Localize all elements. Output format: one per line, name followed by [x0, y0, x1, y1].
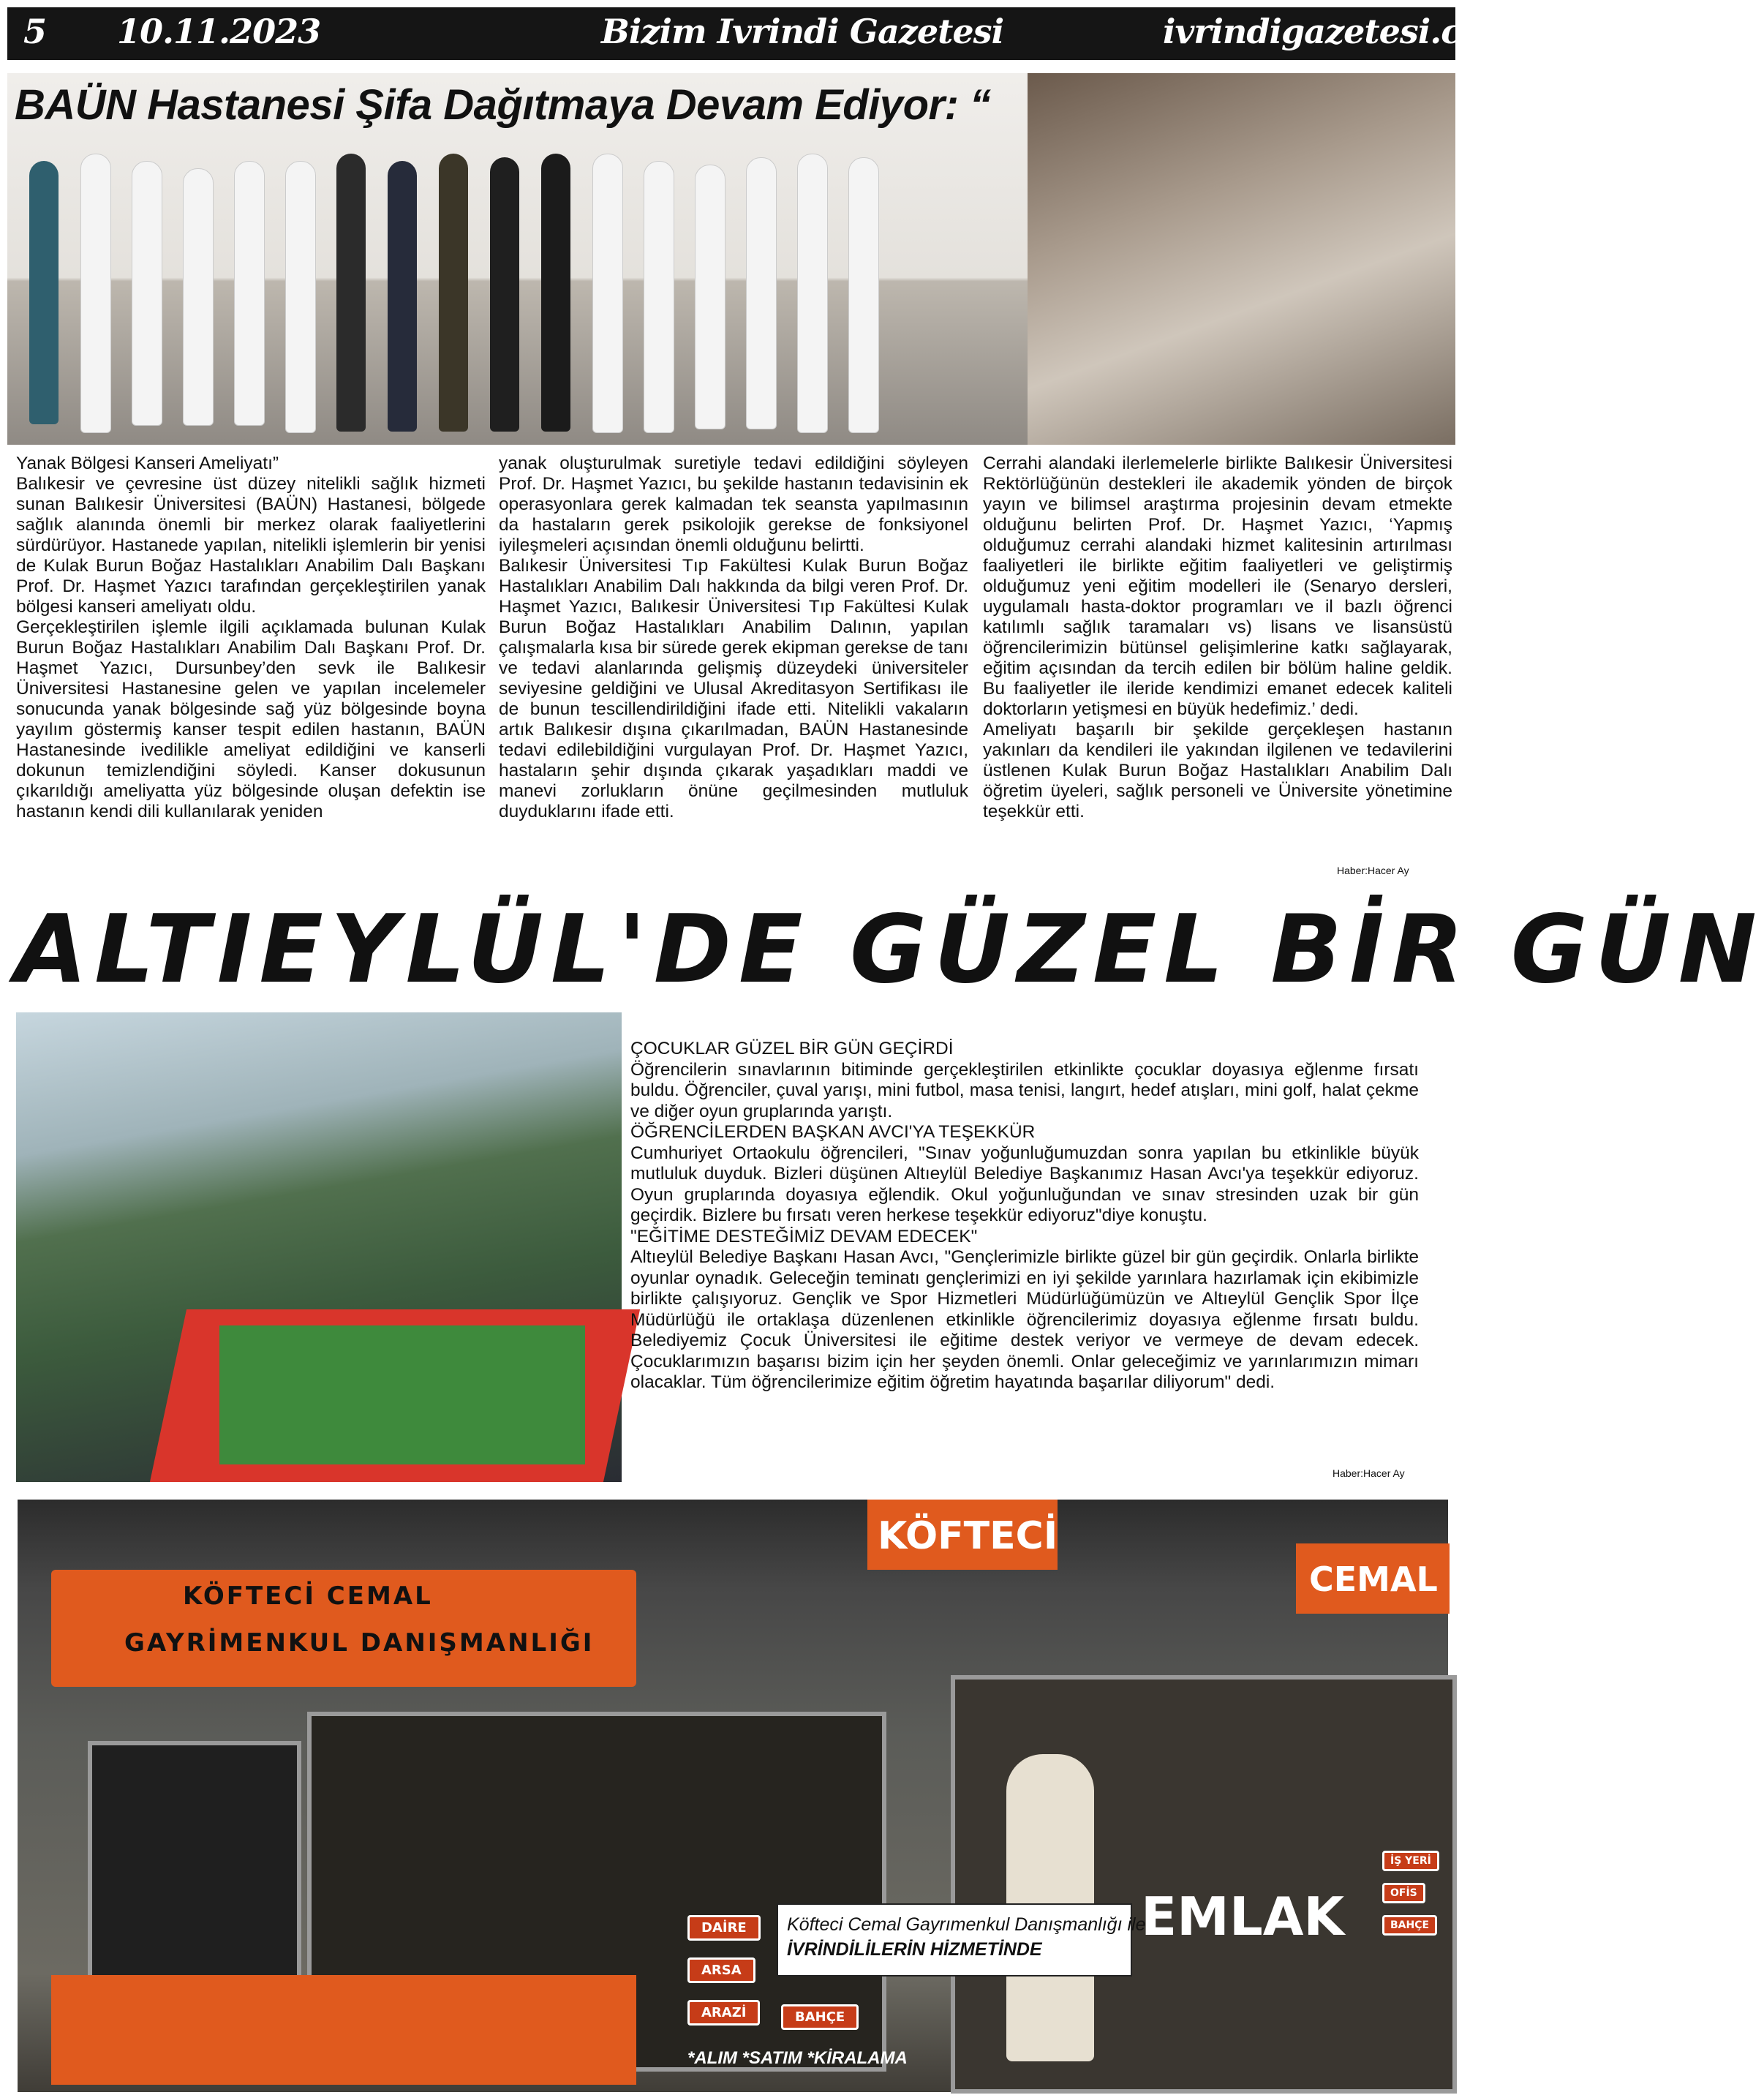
label-arazi: ARAZİ	[687, 2000, 760, 2026]
emlak-sign-text: EMLAK	[1141, 1886, 1345, 1947]
sign-text-line2: GAYRİMENKUL DANIŞMANLIĞI	[124, 1628, 595, 1658]
article-paragraph: Altıeylül Belediye Başkanı Hasan Avcı, "Gençlerimizle birlikte güzel bir gün geçirdik. Onlarla birlikte oyunlar oynadık. Geleceğin teminatı gençlerimizi en iyi şekilde yarınlara hazırlamak için ekibimizle birlikte çalışıyoruz. Gençlik ve Spor Hizmetleri Müdürlüğümüzün ve Altıeylül Gençlik Spor İlçe Müdürlüğü ile ortaklaşa düzenlenen etkinlikle öğrencilerimiz doyasıya eğlenme fırsatı buldu. Belediyemiz Çocuk Üniversitesi ile eğitime destek veriyor ve vermeye de devam edecek. Çocuklarımızın başarısı bizim için her şeyden önemli. Onlar geleceğimiz ve yarınlarımızın mimarı olacaklar. Tüm öğrencilerimize eğitim öğretim hayatında başarılar diliyorum" dedi.	[630, 1247, 1419, 1392]
label-arsa: ARSA	[687, 1957, 755, 1983]
article-column-2	[499, 454, 968, 822]
article-paragraph: Balıkesir Üniversitesi Tıp Fakültesi Kulak Burun Boğaz Hastalıkları Anabilim Dalı hakkında da bilgi veren Prof. Dr. Haşmet Yazıcı, Balıkesir Üniversitesi Tıp Fakültesi Kulak Burun Boğaz Hastalıkları Anabilim Dalının, yapılan çalışmalarla kısa bir sürede gerek ekipman gerekse de tanı ve tedavi alanlarında gelişmiş düzeydeki üniversiteler seviyesine geldiğini ve Ulusal Akreditasyon Sertifikası ile de bunun tescillendirildiğini ifade etti. Nitelikli vakaların artık Balıkesir dışına çıkarılmadan, BAÜN Hastanesinde tedavi edilebildiğini vurgulayan Prof. Dr. Haşmet Yazıcı, hastaların şehir dışında çıkarak yaşadıkları maddi ve manevi zorlukların önüne geçilmesinden mutluluk duyduklarını ifade etti.	[499, 556, 968, 821]
article-headline: BAÜN Hastanesi Şifa Dağıtmaya Devam Ediyor: “	[15, 81, 991, 129]
article-body	[630, 1039, 1419, 1393]
article-paragraph: Balıkesir ve çevresine üst düzey nitelikli sağlık hizmeti sunan Balıkesir Üniversitesi (BAÜN) Hastanesi, bölgede sağlık alanında önemli bir merkez olarak faaliyetlerini sürdürüyor. Hastanede yapılan, nitelikli işlemlerin bir yenisi de Kulak Burun Boğaz Hastalıkları Anabilim Dalı Başkanı Prof. Dr. Haşmet Yazıcı tarafından gerçekleştirilen yanak bölgesi kanseri ameliyatı oldu.	[16, 474, 486, 617]
article-subheading: ÖĞRENCİLERDEN BAŞKAN AVCI'YA TEŞEKKÜR	[630, 1122, 1036, 1142]
article-byline: Haber:Hacer Ay	[1333, 1467, 1405, 1479]
label-bahce-side: BAHÇE	[1382, 1915, 1437, 1936]
article-paragraph: Cumhuriyet Ortaokulu öğrencileri, "Sınav yoğunluğumuzdan sonra yapılan bu etkinlikle büyük mutluluk duyduk. Bizleri düşünen Altıeylül Belediye Başkanımız Hasan Avcı'ya teşekkür ediyoruz. Oyun gruplarında doyasıya eğlendik. Okul yoğunluğundan ve sınav stresinden uzak bir gün geçirdik. Bizlere bu fırsatı veren herkese teşekkür ediyoruz"diye konuştu.	[630, 1143, 1419, 1225]
cemal-sign-text: CEMAL	[1309, 1560, 1438, 1599]
article-subheading: "EĞİTİME DESTEĞİMİZ DEVAM EDECEK"	[630, 1226, 978, 1246]
page-number: 5	[23, 12, 47, 51]
article-column-1	[16, 454, 486, 822]
photo-doctor-patient	[1028, 73, 1455, 445]
services-text: *ALIM *SATIM *KİRALAMA	[687, 2048, 908, 2068]
caption-line-2: İVRİNDİLİLERİN HİZMETİNDE	[787, 1939, 1042, 1960]
newspaper-name: Bizim Ivrindi Gazetesi	[601, 12, 1004, 51]
label-is-yeri: İŞ YERİ	[1382, 1851, 1439, 1871]
issue-date: 10.11.2023	[117, 12, 321, 51]
foosball-field	[219, 1325, 585, 1464]
sign-text-line1: KÖFTECİ CEMAL	[183, 1581, 433, 1611]
shop-base-panel	[51, 1975, 636, 2085]
masthead-bar	[7, 7, 1518, 60]
label-bahce: BAHÇE	[781, 2004, 859, 2030]
kofteci-sign-text: KÖFTECİ	[878, 1514, 1058, 1558]
article-byline: Haber:Hacer Ay	[1337, 865, 1409, 876]
article-paragraph: Öğrencilerin sınavlarının bitiminde gerçekleştirilen etkinlikte çocuklar doyasıya eğlenme fırsatı buldu. Öğrenciler, çuval yarışı, mini futbol, masa tenisi, langırt, hedef atışları, mini golf, halat çekme ve diğer oyun gruplarında yarıştı.	[630, 1059, 1419, 1121]
article-headline: ALTIEYLÜL'DE GÜZEL BİR GÜN	[15, 895, 1764, 1004]
label-ofis: OFİS	[1382, 1883, 1425, 1903]
label-daire: DAİRE	[687, 1915, 761, 1941]
website-link[interactable]: ivrindigazetesi.com	[1163, 12, 1518, 51]
article-paragraph: yanak oluşturulmak suretiyle tedavi edildiğini söyleyen Prof. Dr. Haşmet Yazıcı, bu şekilde hastanın tedavisinin ek operasyonlara gerek kalmadan tek seansta yapılmasının da hastaların gerek psikolojik gerekse de fonksiyonel iyileşmeleri açısından önemli olduğunu belirtti.	[499, 454, 968, 555]
article-paragraph: Yanak Bölgesi Kanseri Ameliyatı”	[16, 454, 279, 473]
article-paragraph: Gerçekleştirilen işlemle ilgili açıklamada bulunan Kulak Burun Boğaz Hastalıkları Anabilim Dalı Başkanı Prof. Dr. Haşmet Yazıcı, Dursunbey’den sevk ile Balıkesir Üniversitesi Hastanesine gelen ve yapılan incelemeler sonucunda yanak bölgesinde sağ yüz bölgesinde boyna yayılım göstermiş kanser tespit edilen hastanın, BAÜN Hastanesinde ivedilikle ameliyat edildiğini ve kanserli dokunun temizlendiğini söyledi. Kanser dokusunun çıkarıldığı ameliyatta yüz bölgesinde oluşan defektin ise hastanın kendi dili kullanılarak yeniden	[16, 617, 486, 821]
article-paragraph: Ameliyatı başarılı bir şekilde gerçekleşen hastanın yakınları da kendileri ile yakından ilgilenen ve tedavilerini üstlenen Kulak Burun Boğaz Hastalıkları Anabilim Dalı öğretim üyeleri, sağlık personeli ve Üniversite yönetimine teşekkür etti.	[983, 720, 1452, 821]
article-column-3	[983, 454, 1452, 822]
advert-caption	[777, 1903, 1146, 1976]
article-subheading: ÇOCUKLAR GÜZEL BİR GÜN GEÇİRDİ	[630, 1039, 954, 1058]
article-paragraph: Cerrahi alandaki ilerlemelerle birlikte Balıkesir Üniversitesi Rektörlüğünün destekleri ile akademik yönden de birçok yayın ve bilimsel araştırma projesinin devam etmekte olduğunu belirten Prof. Dr. Haşmet Yazıcı, ‘Yapmış olduğumuz cerrahi alandaki hizmet kalitesinin artırılması faaliyetleri ile birlikte eğitim faaliyetleri ve geliştirmiş olduğumuz yeni eğitim modelleri ile (Senaryo dersleri, uygulamalı hasta-doktor programları ve il bazlı öğrenci katılımlı sağlık taramaları vs) lisans ve lisansüstü öğrencilerimizin bütünsel gelişimlerine katkı sağlayarak, eğitim açısından da tercih edilen bir bölüm haline geldik. Bu faaliyetler ile ileride kendimizi emanet edecek kaliteli doktorların yetişmesi en büyük hedefimiz.’ dedi.	[983, 454, 1452, 719]
caption-line-1: Köfteci Cemal Gayrımenkul Danışmanlığı ile	[787, 1914, 1146, 1935]
